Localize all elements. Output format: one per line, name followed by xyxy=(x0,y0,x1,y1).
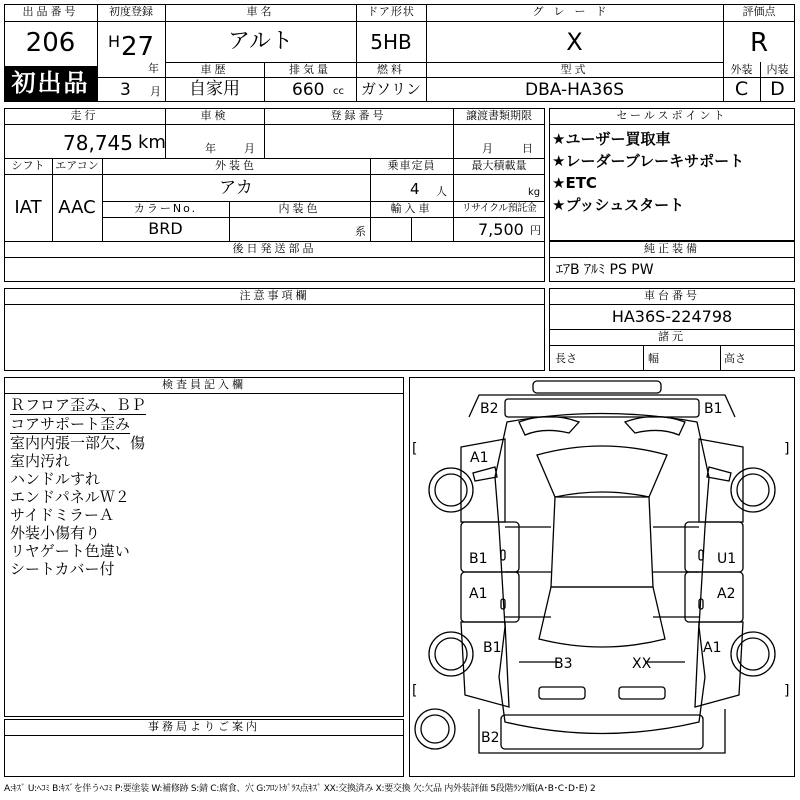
inspection-month-unit: 月 xyxy=(244,142,255,155)
recycle-fee: 7,500 xyxy=(478,220,524,239)
exterior-score-label: 外装 xyxy=(730,63,753,76)
inspector-label: 検査員記入欄 xyxy=(162,378,246,391)
lot-number-label: 出品番号 xyxy=(22,5,79,18)
bracket-open: [ xyxy=(412,441,418,457)
first-reg-label: 初度登録 xyxy=(109,5,153,18)
score-label: 評価点 xyxy=(742,5,776,18)
inspector-note: サイドミラーＡ xyxy=(10,506,114,524)
mileage-label: 走行 xyxy=(70,109,99,122)
plate-label: 登録番号 xyxy=(330,109,387,122)
inspector-note: ハンドルすれ xyxy=(10,470,101,488)
ac-label: エアコン xyxy=(55,159,99,172)
notes-label: 注意事項欄 xyxy=(239,289,310,302)
office-label: 事務局よりご案内 xyxy=(148,720,260,733)
exterior-score: C xyxy=(734,78,749,100)
bracket-open: [ xyxy=(412,683,418,699)
reg-year: 27 xyxy=(121,32,155,62)
grade-label: グレード xyxy=(532,5,617,18)
capacity-unit: 人 xyxy=(436,185,447,198)
car-name-label: 車名 xyxy=(246,5,275,18)
reg-month-unit: 月 xyxy=(150,85,161,98)
sales-point-item: ★プッシュスタート xyxy=(552,196,685,214)
bracket-close: ] xyxy=(784,683,790,699)
bracket-close: ] xyxy=(784,441,790,457)
ext-color: アカ xyxy=(219,178,253,198)
door-type-label: ドア形状 xyxy=(367,5,415,18)
chassis-label: 車台番号 xyxy=(644,289,700,302)
inspection-year-unit: 年 xyxy=(205,142,216,155)
inspector-notes xyxy=(10,396,146,578)
transfer-day-unit: 日 xyxy=(522,142,533,155)
recycle-unit: 円 xyxy=(530,224,541,237)
damage-front-left: B2 xyxy=(480,401,499,417)
car-diagram-icon xyxy=(409,377,795,777)
later-parts-label: 後日発送部品 xyxy=(232,242,317,255)
specs-label: 諸元 xyxy=(658,330,686,343)
inspector-note: コアサポート歪み xyxy=(10,415,131,433)
width-label: 幅 xyxy=(648,352,659,365)
displacement: 660 xyxy=(292,80,325,100)
damage-rear-center-right: XX xyxy=(632,656,652,672)
max-load-unit: kg xyxy=(528,187,541,198)
sales-point-item: ★レーダーブレーキサポート xyxy=(552,152,745,170)
lot-number: 206 xyxy=(25,28,76,58)
interior-score: D xyxy=(770,78,785,100)
height-label: 高さ xyxy=(724,352,746,365)
transfer-month-unit: 月 xyxy=(482,142,493,155)
damage-fender-left: A1 xyxy=(470,450,489,466)
int-color-label: 内装色 xyxy=(278,202,321,215)
transfer-deadline-label: 譲渡書類期限 xyxy=(466,109,532,122)
damage-rear-fender-left: B1 xyxy=(483,640,502,656)
mileage-unit: km xyxy=(138,132,166,153)
sales-point-item: ★ユーザー買取車 xyxy=(552,130,671,148)
model-code: DBA-HA36S xyxy=(525,80,624,100)
length-label: 長さ xyxy=(555,352,577,365)
reg-era: H xyxy=(108,32,121,51)
int-color-unit: 系 xyxy=(355,225,366,238)
inspector-note: 室内内張一部欠、傷 xyxy=(10,434,146,452)
damage-door-rear-left: A1 xyxy=(469,586,488,602)
inspection-label: 車検 xyxy=(200,109,229,122)
grade: X xyxy=(566,28,583,56)
capacity-label: 乗車定員 xyxy=(387,159,436,172)
damage-rear-center-left: B3 xyxy=(554,656,573,672)
displacement-unit: cc xyxy=(333,86,344,97)
reg-year-unit: 年 xyxy=(148,62,159,75)
damage-door-front-right: U1 xyxy=(717,551,737,567)
max-load-label: 最大積載量 xyxy=(471,159,527,172)
fuel: ガソリン xyxy=(360,80,421,98)
sales-points-list xyxy=(552,128,744,216)
mileage: 78,745 xyxy=(63,131,133,155)
recycle-label: リサイクル預託金 xyxy=(461,203,537,214)
inspector-note: Ｒフロア歪み、ＢＰ xyxy=(10,396,146,414)
damage-door-front-left: B1 xyxy=(469,551,488,567)
damage-door-rear-right: A2 xyxy=(717,586,736,602)
inspector-note: リヤゲート色違い xyxy=(10,542,130,560)
inspector-note: 外装小傷有り xyxy=(10,524,101,542)
capacity: 4 xyxy=(410,180,420,198)
car-name: アルト xyxy=(227,29,294,54)
damage-front-right: B1 xyxy=(704,401,723,417)
reg-month: 3 xyxy=(120,80,131,100)
genuine-equipment-label: 純正装備 xyxy=(644,242,700,255)
color-no-label: カラーNo. xyxy=(133,202,198,215)
history: 自家用 xyxy=(189,79,240,99)
inspector-note: エンドパネルＷ２ xyxy=(10,488,130,506)
model-code-label: 型式 xyxy=(560,63,589,76)
ext-color-label: 外装色 xyxy=(215,159,257,172)
damage-rear-bumper: B2 xyxy=(481,730,500,746)
sales-point-item: ★ETC xyxy=(552,174,597,192)
history-label: 車歴 xyxy=(200,63,229,76)
legend-text: A:ｷｽﾞ U:ﾍｺﾐ B:ｷｽﾞを伴うﾍｺﾐ P:要塗装 W:補修跡 S:錆 C:腐食、穴 G:ﾌﾛﾝﾄｶﾞﾗｽ点ｷｽﾞ XX:交換済み X:要交換 欠:欠品 内外装評価 5段階ﾗﾝｸ順(A･B･C･D･E) 2 xyxy=(4,784,596,794)
first-listing-label: 初出品 xyxy=(11,69,90,97)
chassis-number: HA36S-224798 xyxy=(611,307,733,326)
genuine-equipment: ｴｱB ｱﾙﾐ PS PW xyxy=(556,262,654,278)
shift-label: シフト xyxy=(11,159,45,172)
fuel-label: 燃料 xyxy=(377,63,405,76)
score: R xyxy=(749,28,769,58)
import-label: 輸入車 xyxy=(390,202,433,215)
damage-rear-fender-right: A1 xyxy=(703,640,722,656)
ac: AAC xyxy=(58,197,96,218)
displacement-label: 排気量 xyxy=(289,63,331,76)
sales-points-label: セールスポイント xyxy=(616,109,728,122)
door-type: 5HB xyxy=(370,30,412,54)
color-no: BRD xyxy=(148,219,183,238)
inspector-note: 室内汚れ xyxy=(10,452,71,470)
inspector-note: シートカバー付 xyxy=(10,560,115,578)
shift: IAT xyxy=(14,197,42,218)
interior-score-label: 内装 xyxy=(766,63,789,76)
